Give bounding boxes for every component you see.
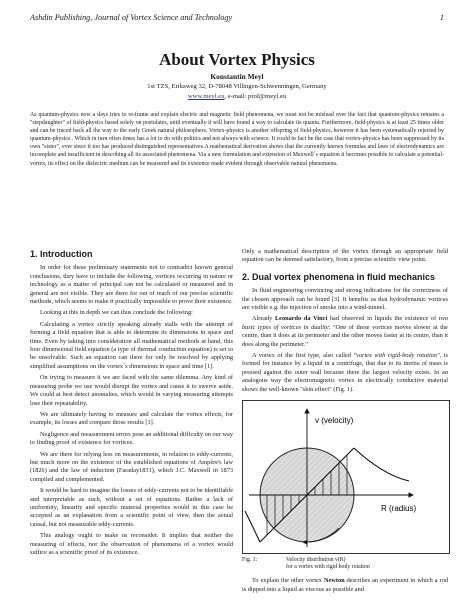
y-axis-label: v (velocity) [315,416,354,426]
x-axis-label: R (radius) [381,504,417,514]
paragraph: It would be hard to imagine the losses of eddy-currents not to be identifiable and interpretable as such, without a set of equations. Rather a lack of uniformity, linearity and specific material properties would in this case be accepted as an explanation from a scientific point of view, then the actual causal, but not measurable eddy-currents. [30,487,233,528]
velocity-curve-outer [354,448,409,481]
author-affiliation: 1st TZS, Erikaweg 32, D-78048 Villingen-Schwenningen, Germany [147,83,327,90]
author-contact [0,93,474,100]
paragraph: We are there for relying less on measurements, in relation to eddy-currents, but much more on the existence of the established equations of Ampère's law (1826) and the law of induction (Faraday1831), which J.C. Maxwell in 1873 compiled and complemented. [30,450,233,483]
paragraph: Already Leonardo da Vinci had observed in liquids the existence of two basic types of vortices in duality: "One of these vortices moves slower at the centre, than it does at its perimeter and the other moves faster at its centre, than it does along the perimeter." [242,315,448,348]
paragraph: On trying to measure it we are faced with the same dilemma. Any kind of measuring probe we use would disrupt the vortex and cause it to swerve aside. We could at best detect anomalies, which would in varying measuring attempts lose their repeatability. [30,374,233,407]
journal-name: Ashdin Publishing, Journal of Vortex Science and Technology [30,13,233,22]
paragraph: Negligence and measurement errors pose an additional difficulty on our way to finding proof of existence for vortices. [30,430,233,447]
velocity-curve-outer-left [245,511,260,542]
section-heading-introduction: 1. Introduction [30,249,93,259]
paragraph: We are ultimately having to measure and calculate the vortex effects, for example, its losses and compare those results [1]. [30,410,233,427]
paragraph: Calculating a vortex strictly speaking already stalls with the attempt of forming a field equation that is able to determine its dimensions in space and time. Even by taking into consideration all mathematical methods at hand, this four dimensional field equation (a type of thermal conduction equation) is set to be unsolvable. Such an equation can there for only be resolved by applying simplified assumptions on the vortex´s dimensions in space and time [1]. [30,320,233,370]
paragraph: In fluid engineering convincing and strong indications for the correctness of the chosen approach can be found [3]. It benefits us that hydrodynamic vortices are visible e.g. the injection of smoke into a wind-tunnel. [242,287,448,312]
caption-line: for a vortex with rigid body rotation [286,564,370,571]
paragraph: In order for these preliminary statements not to contradict known general conclusions, they have to include the following, vortices occurring in nature or technology as a matter of principal can not be calculated or measured and in general are not visible. They are there for out of reach of our precise scientific methods, which seems to make it practically impossible to prove their existence. [30,264,233,306]
left-column [30,250,233,560]
paragraph: Only a mathematical description of the vortex through an appropriate field equation can be deemed satisfactory, from a precise scientific view point. [242,248,448,264]
running-header [30,13,444,22]
figure-caption [242,557,448,571]
abstract: As quantum-physics now a days tries to re-frame and explain electric and magnetic field phenomena, we must not be mislead over the fact that quantum-physics remains a "stepdaughter" of field-physics based solely on postulates, until eventually it will have found a way to calculate its quanta. Furthermore, field-physics is at least 25 times older and can be traced back all the way to the early Greek natural philosophers. Vortex-physics is another offspring of field-physics, however it has been systematically rejected by quantum-physics . Which in turn often times has a lot to do with politics and not always with science. It could in fact be the case that vortex-physics has been suppressed by its own "sister", ever since it too has produced distinguished representatives.A mathematical derivation shows that the currently known formulas and laws of electrodynamics are incomplete and insufficient in describing all its associated phenomena. Via a new formulation and extension of Maxwell´s equation it becomes possible to calculate a potential-vortex, its effect on the dielectric medium can be measured and its existence made evident through observable natural phenomena. [30,112,444,167]
paper-title: About Vortex Physics [159,50,315,69]
figure-1 [242,400,450,554]
paragraph: To explain the other vortex Newton describes an experiment in which a rod is dipped into a liquid as viscous as possible and [242,577,448,593]
caption-line: Velocity distribution v(R) [286,557,346,564]
name-leonardo: Leonardo da Vinci [274,315,328,323]
paragraph: A vortex of the first type, also called "vortex with rigid-body rotation", is formed for instance by a liquid in a centrifuge, that due to its inertia of mass is pressed against the outer wall because there the largest velocity exists. In an analogous way the electromagnetic vortex in electrically conductive material shows the well-known "skin effect" (Fig. 1). [242,352,448,393]
paragraph: This analogy ought to make us reconsider. It implies that neither the measuring of effects, nor the observation of phenomena of a vortex would suffice as a scientific proof of its existence. [30,532,233,556]
section-heading-dual-vortex: 2. Dual vortex phenomena in fluid mechanics [242,271,436,282]
page-number: 1 [439,13,444,22]
author-name: Konstantin Meyl [210,72,264,81]
paragraph: Looking at this in depth we can thus conclude the following: [40,309,193,317]
figure-number: Fig. 1: [242,557,258,564]
name-newton: Newton [323,577,345,585]
website-link[interactable]: www.meyl.eu [187,93,225,100]
velocity-diagram [243,401,449,553]
email-text: , e-mail: prof@meyl.eu [224,93,287,100]
right-column [242,248,448,597]
